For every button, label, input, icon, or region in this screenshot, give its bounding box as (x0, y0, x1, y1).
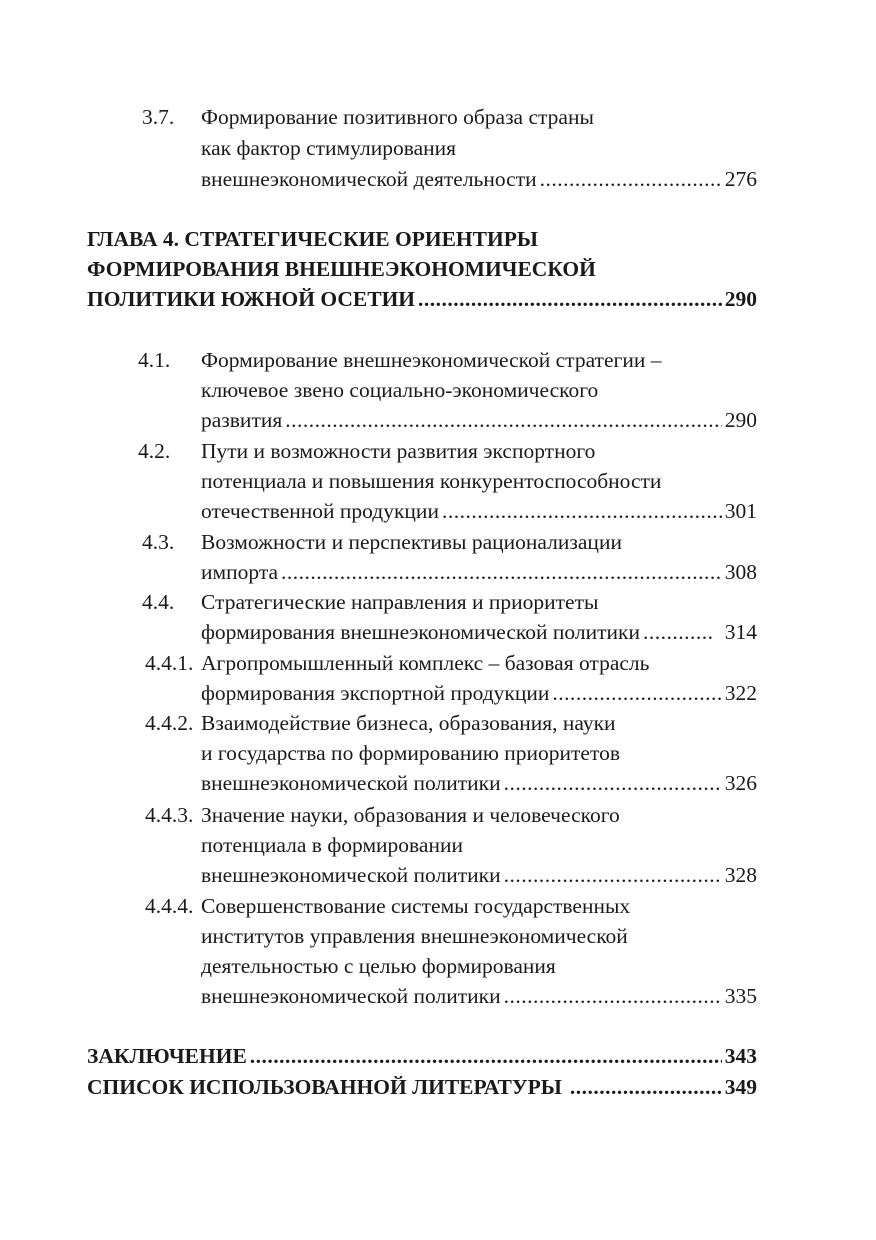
dot-leader (418, 284, 722, 314)
dot-leader (285, 405, 722, 435)
entry-title-line: Значение науки, образования и человеческого (201, 803, 620, 827)
entry-title-line: ключевое звено социально-экономического (201, 378, 599, 402)
entry-leader-line (201, 860, 757, 890)
entry-title-line: Взаимодействие бизнеса, образования, науки (201, 711, 616, 735)
page-number: 328 (724, 863, 757, 887)
entry-title-line: Совершенствование системы государственных (201, 894, 631, 918)
dot-leader (643, 617, 713, 647)
entry-title-line: как фактор стимулирования (201, 136, 457, 160)
entry-title-line: Возможности и перспективы рационализации (201, 530, 622, 554)
section-number: 4.3. (142, 530, 175, 554)
page-number: 326 (724, 771, 757, 795)
section-number: 4.4.4. (145, 894, 194, 918)
entry-title-line: формирования экспортной продукции (201, 681, 550, 705)
page-number: 322 (724, 681, 757, 705)
dot-leader (504, 860, 722, 890)
entry-title-line: внешнеэкономической деятельности (201, 167, 537, 191)
entry-title-line: потенциала и повышения конкурентоспособности (201, 469, 662, 493)
entry-title-line: деятельностью с целью формирования (201, 954, 556, 978)
page-number: 290 (724, 408, 757, 432)
entry-title-line: институтов управления внешнеэкономической (201, 924, 628, 948)
entry-title-line: внешнеэкономической политики (201, 984, 501, 1008)
chapter-title-line: ГЛАВА 4. СТРАТЕГИЧЕСКИЕ ОРИЕНТИРЫ (87, 227, 538, 251)
dot-leader (540, 164, 722, 194)
chapter-title-line: ПОЛИТИКИ ЮЖНОЙ ОСЕТИИ (87, 287, 416, 311)
section-number: 4.2. (138, 439, 171, 463)
dot-leader (552, 678, 721, 708)
entry-leader-line (201, 557, 757, 587)
entry-leader-line (201, 164, 757, 194)
section-number: 4.4.2. (145, 711, 194, 735)
section-number: 4.1. (138, 348, 171, 372)
entry-title-line: внешнеэкономической политики (201, 771, 501, 795)
page-number: 276 (724, 167, 757, 191)
toc-conclusion[interactable] (87, 1041, 757, 1071)
section-number: 4.4. (142, 590, 175, 614)
entry-leader-line (201, 768, 757, 798)
section-number: 4.4.1. (145, 651, 194, 675)
dot-leader (281, 557, 722, 587)
page-number: 314 (724, 620, 757, 644)
section-number: 3.7. (142, 105, 175, 129)
entry-title-line: импорта (201, 560, 279, 584)
chapter-title-line: ЗАКЛЮЧЕНИЕ (87, 1044, 247, 1068)
entry-title-line: Формирование внешнеэкономической стратегии – (201, 348, 662, 372)
page-number: 301 (724, 499, 757, 523)
entry-title-line: и государства по формированию приоритетов (201, 741, 620, 765)
dot-leader (442, 496, 722, 526)
chapter-leader-line (87, 284, 757, 314)
entry-title-line: Стратегические направления и приоритеты (201, 590, 599, 614)
dot-leader (250, 1041, 722, 1071)
entry-title-line: потенциала в формировании (201, 833, 463, 857)
dot-leader (570, 1072, 722, 1102)
chapter-title-line: ФОРМИРОВАНИЯ ВНЕШНЕЭКОНОМИЧЕСКОЙ (87, 257, 596, 281)
dot-leader (504, 981, 722, 1011)
entry-leader-line (201, 981, 757, 1011)
entry-title-line: Формирование позитивного образа страны (201, 105, 594, 129)
dot-leader (504, 768, 722, 798)
page-number: 343 (724, 1044, 757, 1068)
entry-leader-line (201, 617, 757, 647)
section-number: 4.4.3. (145, 803, 194, 827)
entry-title-line: Пути и возможности развития экспортного (201, 439, 596, 463)
chapter-title-line: СПИСОК ИСПОЛЬЗОВАННОЙ ЛИТЕРАТУРЫ (87, 1075, 562, 1099)
page-number: 308 (724, 560, 757, 584)
entry-title-line: развития (201, 408, 283, 432)
entry-leader-line (201, 678, 757, 708)
page-number: 290 (724, 287, 757, 311)
toc-references[interactable] (87, 1072, 757, 1102)
entry-title-line: формирования внешнеэкономической политики (201, 620, 640, 644)
entry-title-line: отечественной продукции (201, 499, 439, 523)
page-number: 349 (724, 1075, 757, 1099)
page-number: 335 (724, 984, 757, 1008)
entry-title-line: Агропромышленный комплекс – базовая отрасль (201, 651, 650, 675)
entry-leader-line (201, 405, 757, 435)
entry-leader-line (201, 496, 757, 526)
entry-title-line: внешнеэкономической политики (201, 863, 501, 887)
